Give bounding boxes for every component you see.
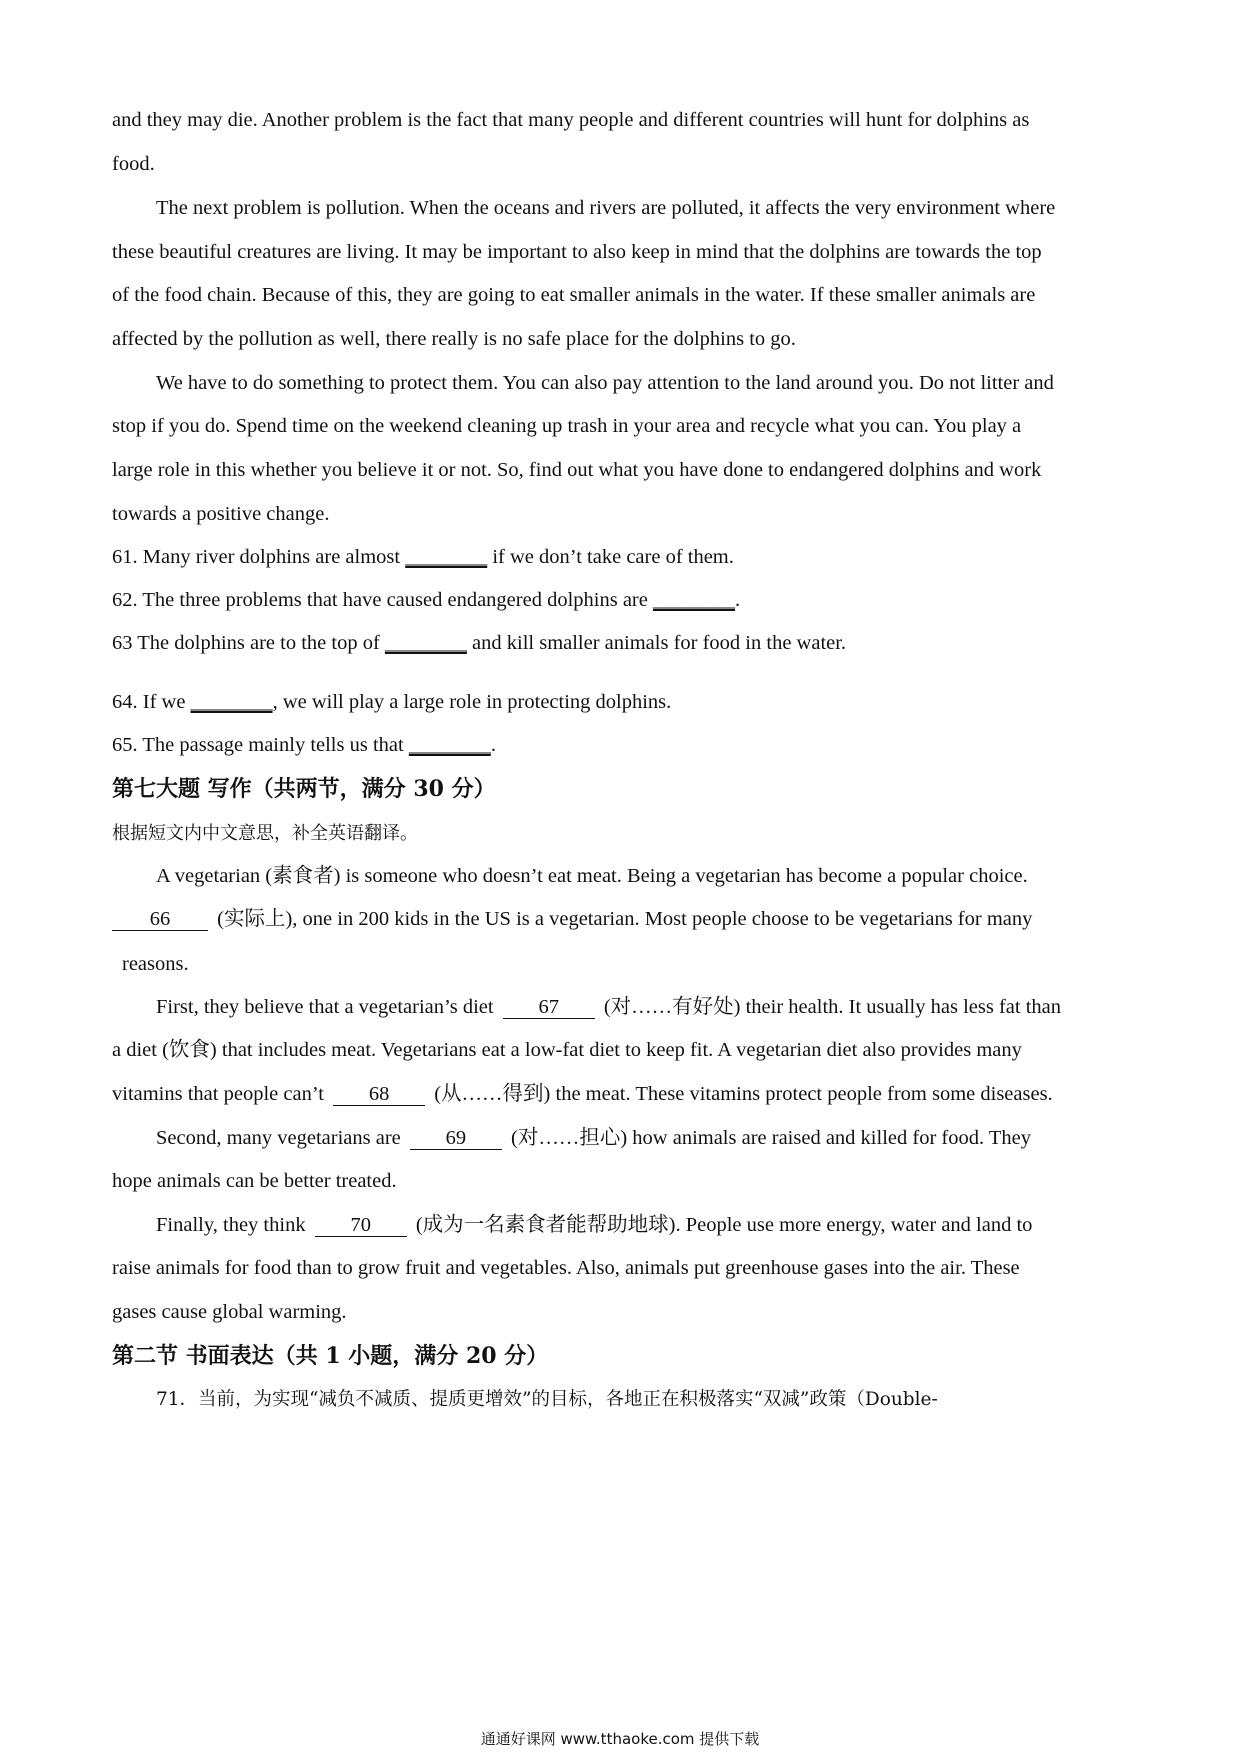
passage-line: Finally, they think 70 (成为一名素食者能帮助地球). People use more energy, water and land to [156,1214,1033,1236]
section-heading: 第二节 书面表达（共 1 小题，满分 20 分） [112,1343,549,1369]
blank-67[interactable]: 67 [503,996,595,1019]
question-64: 64. If we ________, we will play a large role in protecting dolphins. [112,688,671,716]
answer-blank[interactable]: ________ [190,691,273,713]
passage-line: vitamins that people can’t 68 (从……得到) the meat. These vitamins protect people from some diseases. [112,1083,1053,1105]
blank-66[interactable]: 66 [112,908,208,931]
page-footer: 通通好课网 www.tthaoke.com 提供下载 [480,1730,760,1748]
section-instruction: 根据短文内中文意思，补全英语翻译。 [112,823,418,844]
answer-blank[interactable]: ________ [652,589,735,611]
passage-line: The next problem is pollution. When the oceans and rivers are polluted, it affects the very environment where [156,197,1056,219]
passage-line: raise animals for food than to grow fruit and vegetables. Also, animals put greenhouse gases into the air. These [112,1257,1020,1279]
passage-line: large role in this whether you believe it or not. So, find out what you have done to endangered dolphins and work [112,459,1042,481]
question-62: 62. The three problems that have caused endangered dolphins are ________. [112,586,740,614]
blank-68[interactable]: 68 [333,1083,425,1106]
passage-line: reasons. [122,953,189,975]
passage-line: First, they believe that a vegetarian’s diet 67 (对……有好处) their health. It usually has less fat than [156,996,1061,1018]
passage-line: food. [112,153,155,175]
section-heading: 第七大题 写作（共两节，满分 30 分） [112,776,496,802]
passage-line: towards a positive change. [112,503,330,525]
answer-blank[interactable]: ________ [384,632,467,654]
passage-line: hope animals can be better treated. [112,1170,397,1192]
passage-line: gases cause global warming. [112,1301,347,1323]
answer-blank[interactable]: ________ [408,734,491,756]
question-71: 71．当前，为实现“减负不减质、提质更增效”的目标，各地正在积极落实“双减”政策（Double- [156,1389,938,1410]
passage-line: Second, many vegetarians are 69 (对……担心) how animals are raised and killed for food. They [156,1127,1031,1149]
question-63: 63 The dolphins are to the top of ________ and kill smaller animals for food in the water. [112,629,846,657]
passage-line: stop if you do. Spend time on the weekend cleaning up trash in your area and recycle what you can. You play a [112,415,1022,437]
passage-line: affected by the pollution as well, there really is no safe place for the dolphins to go. [112,328,796,350]
passage-line: these beautiful creatures are living. It may be important to also keep in mind that the dolphins are towards the top [112,241,1042,263]
passage-line: of the food chain. Because of this, they are going to eat smaller animals in the water. If these smaller animals are [112,284,1036,306]
question-65: 65. The passage mainly tells us that ________. [112,731,496,759]
passage-line: a diet (饮食) that includes meat. Vegetarians eat a low-fat diet to keep fit. A vegetarian diet also provides many [112,1039,1022,1061]
passage-line: We have to do something to protect them. You can also pay attention to the land around you. Do not litter and [156,372,1054,394]
question-61: 61. Many river dolphins are almost ________ if we don’t take care of them. [112,543,734,571]
blank-69[interactable]: 69 [410,1127,502,1150]
answer-blank[interactable]: ________ [405,546,488,568]
passage-line: 66 (实际上), one in 200 kids in the US is a vegetarian. Most people choose to be vegetarians for many [108,905,1032,933]
passage-line: and they may die. Another problem is the fact that many people and different countries will hunt for dolphins as [112,109,1030,131]
blank-70[interactable]: 70 [315,1214,407,1237]
passage-line: A vegetarian (素食者) is someone who doesn’t eat meat. Being a vegetarian has become a popular choice. [156,865,1028,887]
